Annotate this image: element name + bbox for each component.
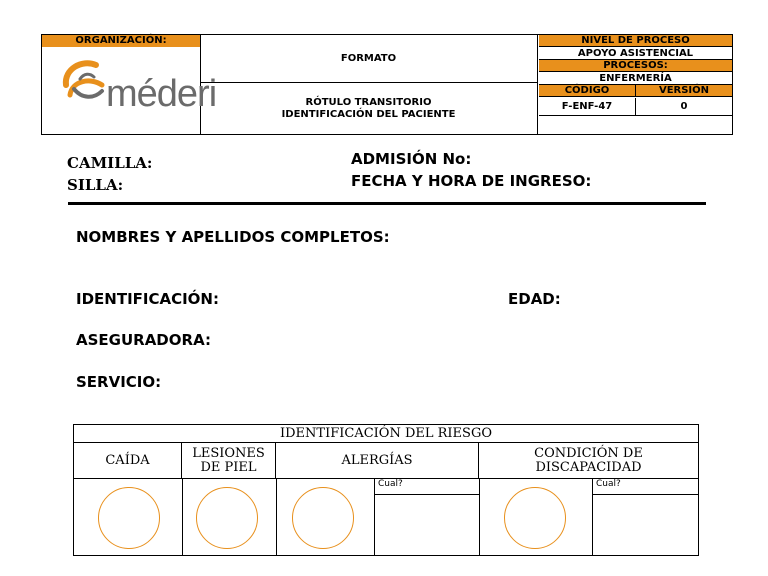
rotulo-title <box>200 83 538 134</box>
nivel-label: NIVEL DE PROCESO <box>539 35 732 47</box>
alergias-circle[interactable] <box>292 487 354 549</box>
servicio-label: SERVICIO: <box>76 373 162 391</box>
discapacidad-cual-label: Cual? <box>596 479 621 489</box>
camilla-label: CAMILLA: <box>67 154 153 172</box>
admision-label: ADMISIÓN No: <box>351 150 472 168</box>
nombres-label: NOMBRES Y APELLIDOS COMPLETOS: <box>76 228 390 246</box>
body-divider <box>182 479 183 555</box>
identificacion-label: IDENTIFICACIÓN: <box>76 290 219 308</box>
body-divider <box>592 479 593 555</box>
alergias-cual-label: Cual? <box>378 479 403 489</box>
col-alergias-header: ALERGÍAS <box>276 443 479 479</box>
version-label: VERSIÓN <box>636 85 732 97</box>
col-discapacidad-header: CONDICIÓN DE DISCAPACIDAD <box>479 443 698 479</box>
alergias-cual-line <box>374 494 479 495</box>
discapacidad-cual-line <box>592 494 698 495</box>
procesos-label: PROCESOS: <box>539 60 732 72</box>
rotulo-line-1: RÓTULO TRANSITORIO <box>305 96 432 108</box>
lesiones-piel-circle[interactable] <box>196 487 258 549</box>
fecha-ingreso-label: FECHA Y HORA DE INGRESO: <box>351 172 592 190</box>
risk-table <box>73 424 699 556</box>
codigo-label: CÓDIGO <box>539 85 636 97</box>
col-lesiones-header: LESIONES DE PIEL <box>182 443 276 479</box>
formato-title: FORMATO <box>200 35 538 83</box>
organization-label: ORGANIZACIÓN: <box>42 35 200 47</box>
edad-label: EDAD: <box>508 290 561 308</box>
mederi-logo-icon <box>60 55 108 107</box>
version-value: 0 <box>636 98 732 116</box>
col-caida-header: CAÍDA <box>74 443 182 479</box>
codigo-value: F-ENF-47 <box>539 98 636 116</box>
procesos-value: ENFERMERÍA <box>539 72 732 85</box>
caida-circle[interactable] <box>98 487 160 549</box>
risk-table-title: IDENTIFICACIÓN DEL RIESGO <box>74 425 698 443</box>
silla-label: SILLA: <box>67 176 124 194</box>
body-divider <box>479 479 480 555</box>
body-divider <box>374 479 375 555</box>
divider-rule <box>68 202 706 205</box>
rotulo-line-2: IDENTIFICACIÓN DEL PACIENTE <box>281 108 456 120</box>
body-divider <box>276 479 277 555</box>
logo-wordmark: méderi <box>106 73 217 115</box>
document-header <box>41 34 733 135</box>
discapacidad-circle[interactable] <box>504 487 566 549</box>
nivel-value: APOYO ASISTENCIAL <box>539 47 732 60</box>
organization-cell <box>42 35 217 134</box>
aseguradora-label: ASEGURADORA: <box>76 331 211 349</box>
